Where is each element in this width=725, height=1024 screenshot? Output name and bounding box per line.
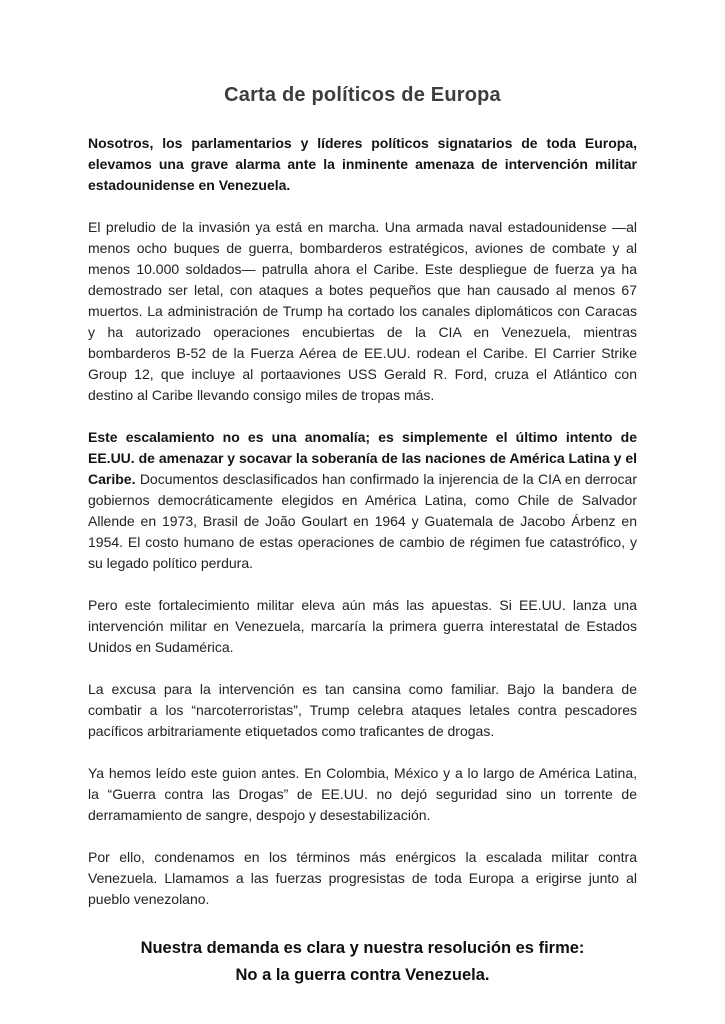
letter-paragraph-naval-buildup xyxy=(88,217,637,406)
letter-closing-demand xyxy=(88,935,637,989)
letter-paragraph-escalation xyxy=(88,427,637,574)
paragraph-bold-text: Este escalamiento no es una anomalía; es simplemente el último intento de EE.UU. de amenazar y socavar la soberanía de las naciones de América Latina y el Caribe. xyxy=(88,429,637,487)
letter-paragraph-intro xyxy=(88,133,637,196)
paragraph-bold-text: Nosotros, los parlamentarios y líderes políticos signatarios de toda Europa, elevamos una grave alarma ante la inminente amenaza de intervención militar estadounidense en Venezuela. xyxy=(88,135,637,193)
paragraph-text: La excusa para la intervención es tan cansina como familiar. Bajo la bandera de combatir a los “narcoterroristas”, Trump celebra ataques letales contra pescadores pacíficos arbitrariamente etiquetados como traficantes de drogas. xyxy=(88,681,637,739)
closing-line-1: Nuestra demanda es clara y nuestra resolución es firme: xyxy=(140,939,585,957)
letter-title: Carta de políticos de Europa xyxy=(224,84,501,106)
letter-paragraph-excuse xyxy=(88,679,637,742)
paragraph-text: Pero este fortalecimiento militar eleva aún más las apuestas. Si EE.UU. lanza una intervención militar en Venezuela, marcaría la primera guerra interestatal de Estados Unidos en Sudamérica. xyxy=(88,597,637,655)
letter-paragraph-condemnation xyxy=(88,847,637,910)
letter-paragraph-drug-war xyxy=(88,763,637,826)
letter-paragraph-stakes xyxy=(88,595,637,658)
paragraph-text: Ya hemos leído este guion antes. En Colombia, México y a lo largo de América Latina, la “Guerra contra las Drogas” de EE.UU. no dejó seguridad sino un torrente de derramamiento de sangre, despojo y desestabilización. xyxy=(88,765,637,823)
paragraph-text: El preludio de la invasión ya está en marcha. Una armada naval estadounidense —al menos ocho buques de guerra, bombarderos estratégicos, aviones de combate y al menos 10.000 soldados— patrulla ahora el Caribe. Este despliegue de fuerza ya ha demostrado ser letal, con ataques a botes pequeños que han causado al menos 67 muertos. La administración de Trump ha cortado los canales diplomáticos con Caracas y ha autorizado operaciones encubiertas de la CIA en Venezuela, mientras bombarderos B-52 de la Fuerza Aérea de EE.UU. rodean el Caribe. El Carrier Strike Group 12, que incluye al portaaviones USS Gerald R. Ford, cruza el Atlántico con destino al Caribe llevando consigo miles de tropas más. xyxy=(88,219,637,403)
paragraph-text: Por ello, condenamos en los términos más enérgicos la escalada militar contra Venezuela. Llamamos a las fuerzas progresistas de toda Europa a erigirse junto al pueblo venezolano. xyxy=(88,849,637,907)
paragraph-text: Documentos desclasificados han confirmado la injerencia de la CIA en derrocar gobiernos democráticamente elegidos en América Latina, como Chile de Salvador Allende en 1973, Brasil de João Goulart en 1964 y Guatemala de Jacobo Árbenz en 1954. El costo humano de estas operaciones de cambio de régimen fue catastrófico, y su legado político perdura. xyxy=(88,471,637,571)
closing-line-2: No a la guerra contra Venezuela. xyxy=(235,966,490,984)
